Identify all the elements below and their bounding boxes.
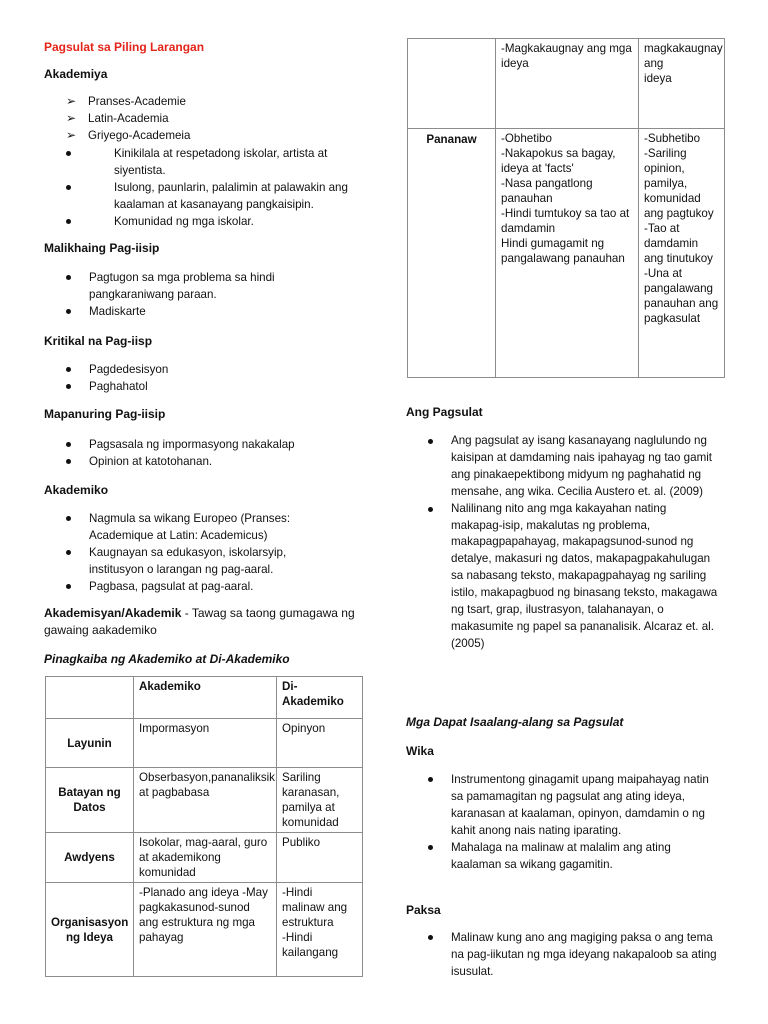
- list-item: Isulong, paunlarin, palalimin at palawakin ang kaalaman at kasanayang pangkaisipin.: [44, 179, 354, 213]
- list-item: Komunidad ng mga iskolar.: [44, 213, 354, 230]
- table-cell: magkakaugnay ang ideya: [639, 39, 725, 129]
- list-item: ➢ Latin-Academia: [66, 111, 169, 125]
- heading-akademiko: Akademiko: [44, 483, 109, 497]
- heading-dapat-isaalang-alang: Mga Dapat Isaalang-alang sa Pagsulat: [406, 715, 624, 729]
- list-item: Madiskarte: [44, 303, 334, 320]
- table-header-row: [46, 677, 363, 719]
- heading-ang-pagsulat: Ang Pagsulat: [406, 405, 483, 419]
- table-row: [408, 129, 725, 378]
- table-cell: Isokolar, mag-aaral, guro at akademikong komunidad: [134, 833, 277, 883]
- row-label: [408, 39, 496, 129]
- wika-bullets: [406, 771, 719, 873]
- akademiya-bullets: [44, 145, 354, 230]
- arrow-icon: ➢: [66, 94, 77, 108]
- akademisyan-term: Akademisyan/Akademik: [44, 606, 182, 620]
- heading-wika: Wika: [406, 744, 434, 758]
- table-header-cell: Akademiko: [134, 677, 277, 719]
- list-item: Pagbasa, pagsulat at pag-aaral.: [44, 578, 334, 595]
- list-item: Malinaw kung ano ang magiging paksa o ang tema na pag-iikutan ng mga ideyang nakapaloob sa ating isusulat.: [406, 929, 719, 980]
- table-row: [46, 719, 363, 768]
- list-item: Pagsasala ng impormasyong nakakalap: [44, 436, 344, 453]
- table-row: [46, 833, 363, 883]
- row-label: Organisasyon ng Ideya: [46, 883, 134, 977]
- comparison-table-continued: [407, 38, 725, 378]
- list-item: Nalilinang nito ang mga kakayahan nating makapag-isip, makalutas ng problema, makapagpapahayag, makapagsunod-sunod ng detalye, makasuri ng datos, makapagpakahulugan sa nabasang teksto, makapagpahayag ng sariling istilo, makapagbuod ng binasang teksto, makagawa ng tsart, grap, ilustrasyon, talahanayan, o makasumite ng papel sa pananalisik. Alcaraz et. al. (2005): [406, 501, 719, 653]
- heading-malikhaing: Malikhaing Pag-iisip: [44, 241, 160, 255]
- table-cell: -Hindi malinaw ang estruktura -Hindi kailangang: [277, 883, 363, 977]
- row-label: Pananaw: [408, 129, 496, 378]
- table-cell: Publiko: [277, 833, 363, 883]
- document-title: Pagsulat sa Piling Larangan: [44, 40, 205, 54]
- akademiya-origin-list: [44, 93, 370, 144]
- list-item: Opinion at katotohanan.: [44, 453, 344, 470]
- kritikal-bullets: [44, 361, 334, 395]
- table-row: [46, 883, 363, 977]
- table-cell: -Subhetibo -Sariling opinion, pamilya, komunidad ang pagtukoy -Tao at damdamin ang tinutukoy -Una at pangalawang panauhan ang pagkasulat: [639, 129, 725, 378]
- list-item: Instrumentong ginagamit upang maipahayag natin sa pamamagitan ng pagsulat ang ating ideya, karanasan at kaalaman, opinyon, damdamin o ng kahit anong nais nating iparating.: [406, 771, 719, 839]
- list-item: Ang pagsulat ay isang kasanayang naglulundo ng kaisipan at damdaming nais ipahayag ng tao gamit ang pinakaepektibong midyum ng paghahatid ng mensahe, ang wika. Cecilia Austero et. al. (2009): [406, 433, 719, 501]
- arrow-icon: ➢: [66, 111, 77, 125]
- row-label: Batayan ng Datos: [46, 768, 134, 833]
- comparison-table: [45, 676, 363, 977]
- mapanuring-bullets: [44, 436, 344, 470]
- akademisyan-definition: Akademisyan/Akademik - Tawag sa taong gumagawa ng gawaing aakademiko: [44, 606, 355, 637]
- table-row: [408, 39, 725, 129]
- row-label: Awdyens: [46, 833, 134, 883]
- table-cell: Opinyon: [277, 719, 363, 768]
- heading-paksa: Paksa: [406, 903, 441, 917]
- table-cell: -Planado ang ideya -May pagkakasunod-sunod ang estruktura ng mga pahayag: [134, 883, 277, 977]
- table-cell: Impormasyon: [134, 719, 277, 768]
- list-item: Mahalaga na malinaw at malalim ang ating kaalaman sa wikang gagamitin.: [406, 839, 719, 873]
- list-item: ➢ Griyego-Academeia: [66, 128, 191, 142]
- arrow-icon: ➢: [66, 128, 77, 142]
- list-item: Kinikilala at respetadong iskolar, artista at siyentista.: [44, 145, 354, 179]
- row-label: Layunin: [46, 719, 134, 768]
- heading-akademiya: Akademiya: [44, 67, 108, 81]
- list-item: ➢ Pranses-Academie: [66, 94, 186, 108]
- akademiko-bullets: [44, 510, 334, 595]
- table-header-cell: [46, 677, 134, 719]
- table-cell: -Magkakaugnay ang mga ideya: [496, 39, 639, 129]
- table-cell: -Obhetibo -Nakapokus sa bagay, ideya at 'facts' -Nasa pangatlong panauhan -Hindi tumtukoy sa tao at damdamin Hindi gumagamit ng pangalawang panauhan: [496, 129, 639, 378]
- list-item: Paghahatol: [44, 378, 334, 395]
- table-header-cell: Di-Akademiko: [277, 677, 363, 719]
- heading-mapanuring: Mapanuring Pag-iisip: [44, 407, 166, 421]
- list-item: Nagmula sa wikang Europeo (Pranses: Academique at Latin: Academicus): [44, 510, 334, 544]
- heading-kritikal: Kritikal na Pag-iisp: [44, 334, 153, 348]
- list-item: Kaugnayan sa edukasyon, iskolarsyip, institusyon o larangan ng pag-aaral.: [44, 544, 334, 578]
- paksa-bullets: [406, 929, 719, 980]
- comparison-table-title: Pinagkaiba ng Akademiko at Di-Akademiko: [44, 652, 290, 666]
- table-cell: Obserbasyon,pananaliksik at pagbabasa: [134, 768, 277, 833]
- malikhaing-bullets: [44, 269, 334, 320]
- table-row: [46, 768, 363, 833]
- list-item: Pagdedesisyon: [44, 361, 334, 378]
- pagsulat-bullets: [406, 433, 719, 653]
- list-item: Pagtugon sa mga problema sa hindi pangkaraniwang paraan.: [44, 269, 334, 303]
- table-cell: Sariling karanasan, pamilya at komunidad: [277, 768, 363, 833]
